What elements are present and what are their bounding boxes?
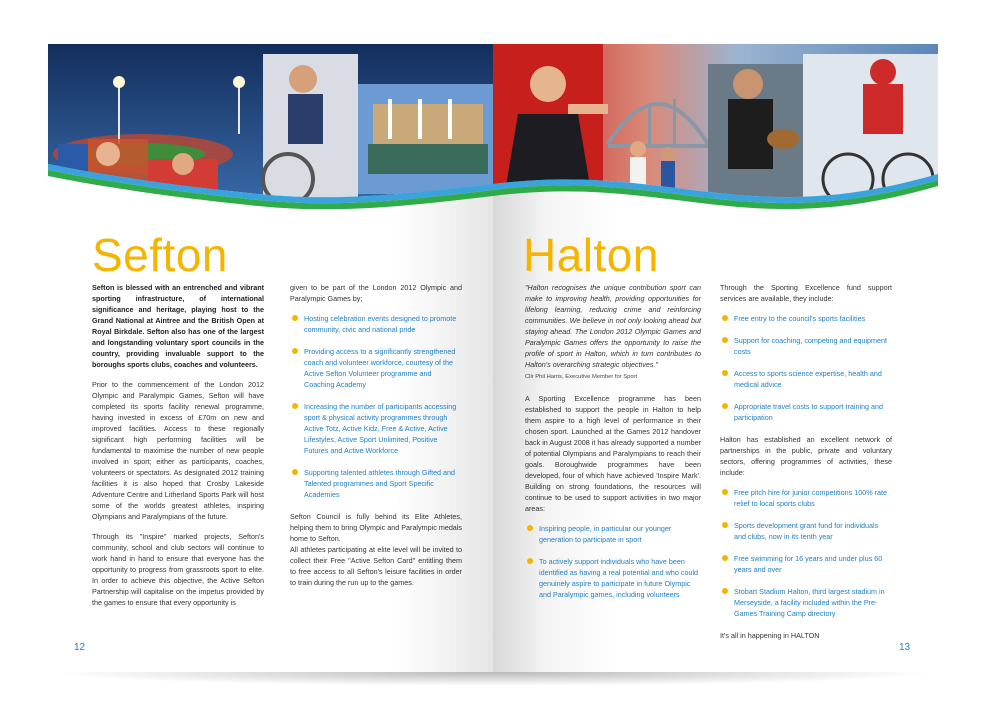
halton-col2-intro: Through the Sporting Excellence fund support services are available, they include: xyxy=(720,283,892,303)
bullet-dot-icon xyxy=(292,315,298,321)
sefton-column-1 xyxy=(92,282,264,617)
bullet-dot-icon xyxy=(722,403,728,409)
list-item: Appropriate travel costs to support training and participation xyxy=(720,401,892,423)
halton-title: Halton xyxy=(523,229,659,281)
list-item: Supporting talented athletes through Gifted and Talented programmes and Sport Specific Academies xyxy=(290,467,462,500)
halton-paragraph: Halton has established an excellent network of partnerships in the public, private and voluntary sectors, offering programmes of activities, these include: xyxy=(720,435,892,477)
halton-bullet-list xyxy=(525,523,701,600)
list-item: Sports development grant fund for individuals and clubs, now in its tenth year xyxy=(720,520,892,542)
halton-quote: "Halton recognises the unique contribution sport can make to improving health, providing opportunities for lifelong learning, reducing crime and reinforcing communities. We believe in not only looking ahead but staying ahead. The London 2012 Olympic Games and Paralympic Games offers the opportunity to raise the profile of sport in Halton, which in turn contributes to Halton's overarching strategic objectives." xyxy=(525,283,701,369)
list-item: Free pitch hire for junior competitions 100% rate relief to local sports clubs xyxy=(720,487,892,509)
sefton-paragraph: Sefton Council is fully behind its Elite Athletes, helping them to bring Olympic and Paralympic medals home to Sefton. xyxy=(290,512,462,543)
bullet-dot-icon xyxy=(722,555,728,561)
list-item: Providing access to a significantly strengthened coach and volunteer workforce, courtesy of the Active Sefton Volunteer programme and Coaching Academy xyxy=(290,346,462,390)
halton-column-2 xyxy=(720,282,892,650)
list-item: To actively support individuals who have been identified as having a real potential and who could genuinely aspire to participate in future Olympic and Paralympic games, including volunteers xyxy=(525,556,701,600)
page-number-left: 12 xyxy=(74,642,86,653)
list-item: Inspiring people, in particular our younger generation to participate in sport xyxy=(525,523,701,545)
bullet-dot-icon xyxy=(722,588,728,594)
page-shadow xyxy=(48,672,938,686)
sefton-bullet-list xyxy=(290,313,462,500)
sefton-title: Sefton xyxy=(92,229,228,281)
bullet-dot-icon xyxy=(722,370,728,376)
sefton-col2-intro: given to be part of the London 2012 Olympic and Paralympic Games by; xyxy=(290,283,462,303)
list-item: Hosting celebration events designed to promote community, civic and national pride xyxy=(290,313,462,335)
quote-credit: Cllr Phil Harris, Executive Member for Sport xyxy=(525,374,638,380)
bullet-dot-icon xyxy=(722,489,728,495)
list-item: Stobart Stadium Halton, third largest stadium in Merseyside, a facility included within the Pre-Games Training Camp directory xyxy=(720,586,892,619)
halton-programmes-list xyxy=(720,487,892,619)
bullet-dot-icon xyxy=(292,469,298,475)
sefton-paragraph: Through its "Inspire" marked projects, Sefton's community, school and club sectors will continue to work hand in hand to ensure that everyone has the opportunity to progress from grassroots sport to elite. In order to achieve this objective, the Active Sefton Partnership will capitalise on the impetus provided by the games to ensure that every opportunity is xyxy=(92,532,264,607)
page-number-right: 13 xyxy=(899,642,911,653)
bullet-dot-icon xyxy=(292,348,298,354)
halton-column-1 xyxy=(525,282,701,611)
sefton-intro: Sefton is blessed with an entrenched and vibrant sporting infrastructure, of international significance and heritage, playing host to the Grand National at Aintree and the British Open at Royal Birkdale. Sefton also has one of the largest and longstanding voluntary sport councils in the country, providing invaluable support to the boroughs sports clubs, coaches and volunteers. xyxy=(92,283,264,369)
halton-paragraph: A Sporting Excellence programme has been established to support the people in Halton to help them aspire to a high level of performance in their chosen sport. Launched at the Games 2012 handover back in August 2008 it has already supported a number of potential Olympians and Paralympians to reach their goals. Boroughwide programmes have been developed, four of which have achieved 'Inspire Mark'. Building on strong foundations, the resources will continue to be used to support activities in two major areas: xyxy=(525,394,701,513)
sefton-paragraph: All athletes participating at elite level will be invited to collect their Free "Active Sefton Card" entitling them to free access to all Sefton's leisure facilities in order to train during the run up to the games. xyxy=(290,545,462,587)
bullet-dot-icon xyxy=(722,522,728,528)
bullet-dot-icon xyxy=(527,525,533,531)
sefton-column-2 xyxy=(290,282,462,597)
photo-banner xyxy=(48,44,938,219)
list-item: Increasing the number of participants accessing sport & physical activity programmes through Active Totz, Active Kidz, Free & Active, Active Lifestyles, Active Sport Unlimited, Positive Futures and Active Workforce xyxy=(290,401,462,456)
bullet-dot-icon xyxy=(292,403,298,409)
halton-closing: It's all in happening in HALTON xyxy=(720,631,820,640)
list-item: Access to sports science expertise, health and medical advice xyxy=(720,368,892,390)
list-item: Support for coaching, competing and equipment costs xyxy=(720,335,892,357)
sefton-paragraph: Prior to the commencement of the London 2012 Olympic and Paralympic Games, Sefton will have completed its sports facility renewal programme, having invested in excess of £70m on new and improved facilities. Access to these regionally significant high performing facilities will be fundamental to maximise the number of new people involved in sport; either as participants, coaches, volunteers or spectators. As designated 2012 training facilities it is also hoped that Crosby Lakeside Adventure Centre and Litherland Sports Park will host some of the worlds greatest athletes, inspiring Olympians and Paralympians of the future. xyxy=(92,380,264,521)
list-item: Free entry to the council's sports facilities xyxy=(720,313,892,324)
bullet-dot-icon xyxy=(722,315,728,321)
brochure-spread xyxy=(48,44,938,672)
halton-services-list xyxy=(720,313,892,423)
list-item: Free swimming for 16 years and under plus 60 years and over xyxy=(720,553,892,575)
bullet-dot-icon xyxy=(722,337,728,343)
bullet-dot-icon xyxy=(527,558,533,564)
